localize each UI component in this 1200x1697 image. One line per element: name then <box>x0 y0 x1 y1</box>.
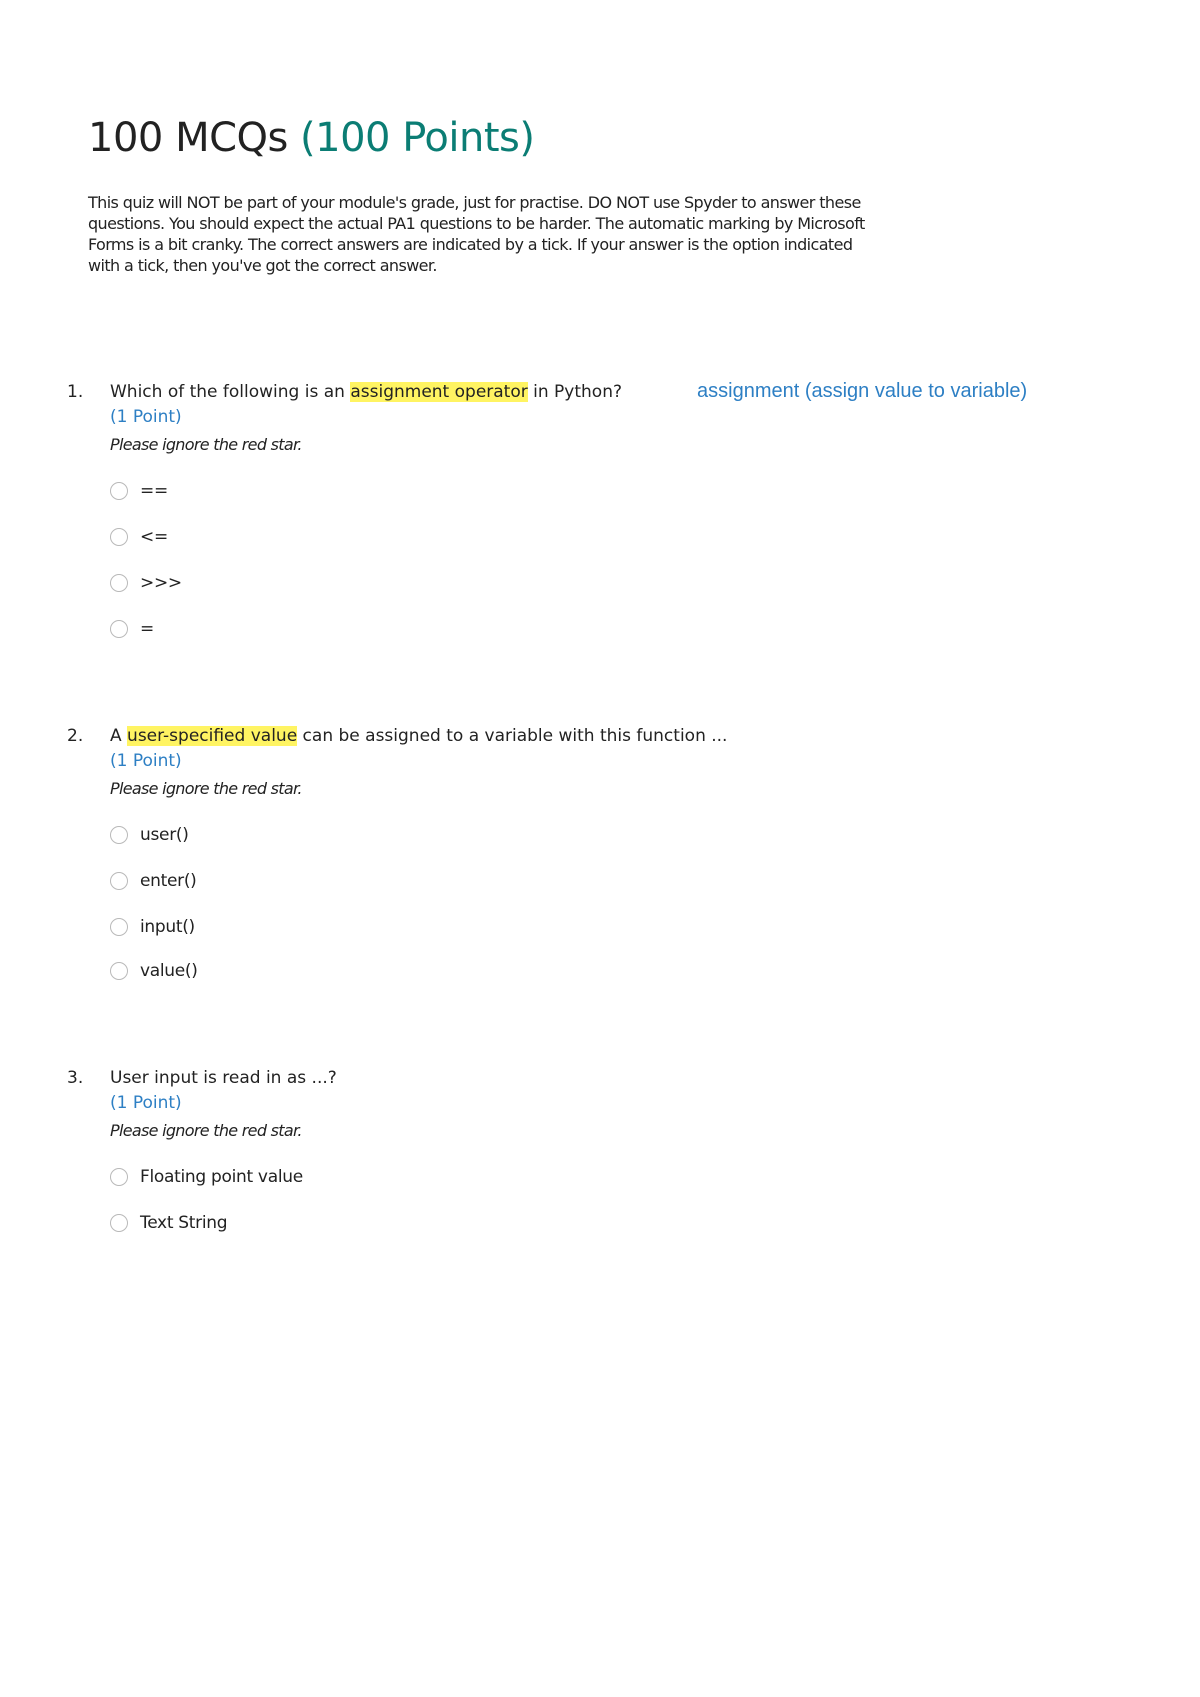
option-item[interactable] <box>110 480 168 502</box>
radio-button[interactable] <box>110 918 128 936</box>
radio-button[interactable] <box>110 528 128 546</box>
question-text: User input is read in as ...? <box>110 1068 337 1088</box>
option-item[interactable] <box>110 572 182 594</box>
question-number: 1. <box>67 382 84 402</box>
option-label: user() <box>140 825 189 845</box>
option-label: Floating point value <box>140 1167 303 1187</box>
option-label: = <box>140 619 154 639</box>
quiz-description: This quiz will NOT be part of your module's grade, just for practise. DO NOT use Spyder to answer these questions. You should expect the actual PA1 questions to be harder. The automatic marking by Microsoft Forms is a bit cranky. The correct answers are indicated by a tick. If your answer is the option indicated with a tick, then you've got the correct answer. <box>88 193 865 275</box>
option-label: == <box>140 481 168 501</box>
option-label: Text String <box>140 1213 228 1233</box>
option-label: <= <box>140 527 168 547</box>
radio-button[interactable] <box>110 482 128 500</box>
question-text: Which of the following is an assignment operator in Python? <box>110 382 623 402</box>
option-label: enter() <box>140 871 197 891</box>
option-item[interactable] <box>110 1166 303 1188</box>
highlighted-text: assignment operator <box>350 382 528 402</box>
question-number: 3. <box>67 1068 84 1088</box>
option-label: value() <box>140 961 198 981</box>
question-hint: Please ignore the red star. <box>110 435 302 454</box>
answer-note: assignment (assign value to variable) <box>697 380 1028 402</box>
option-item[interactable] <box>110 824 189 846</box>
radio-button[interactable] <box>110 962 128 980</box>
question-text: A user-specified value can be assigned to a variable with this function ... <box>110 726 728 746</box>
question-hint: Please ignore the red star. <box>110 1121 302 1140</box>
radio-button[interactable] <box>110 620 128 638</box>
option-item[interactable] <box>110 526 168 548</box>
question-points: (1 Point) <box>110 751 182 771</box>
page-title <box>88 108 534 168</box>
option-item[interactable] <box>110 870 197 892</box>
question-hint: Please ignore the red star. <box>110 779 302 798</box>
option-item[interactable] <box>110 916 195 938</box>
option-label: >>> <box>140 573 182 593</box>
option-item[interactable] <box>110 1212 227 1234</box>
question-number: 2. <box>67 726 84 746</box>
radio-button[interactable] <box>110 1168 128 1186</box>
option-item[interactable] <box>110 618 154 640</box>
title-main: 100 MCQs <box>88 115 288 161</box>
highlighted-text: user-specified value <box>127 726 298 746</box>
question-points: (1 Point) <box>110 1093 182 1113</box>
radio-button[interactable] <box>110 574 128 592</box>
option-item[interactable] <box>110 960 198 982</box>
title-points: (100 Points) <box>300 115 535 161</box>
radio-button[interactable] <box>110 826 128 844</box>
radio-button[interactable] <box>110 872 128 890</box>
question-points: (1 Point) <box>110 407 182 427</box>
radio-button[interactable] <box>110 1214 128 1232</box>
option-label: input() <box>140 917 195 937</box>
